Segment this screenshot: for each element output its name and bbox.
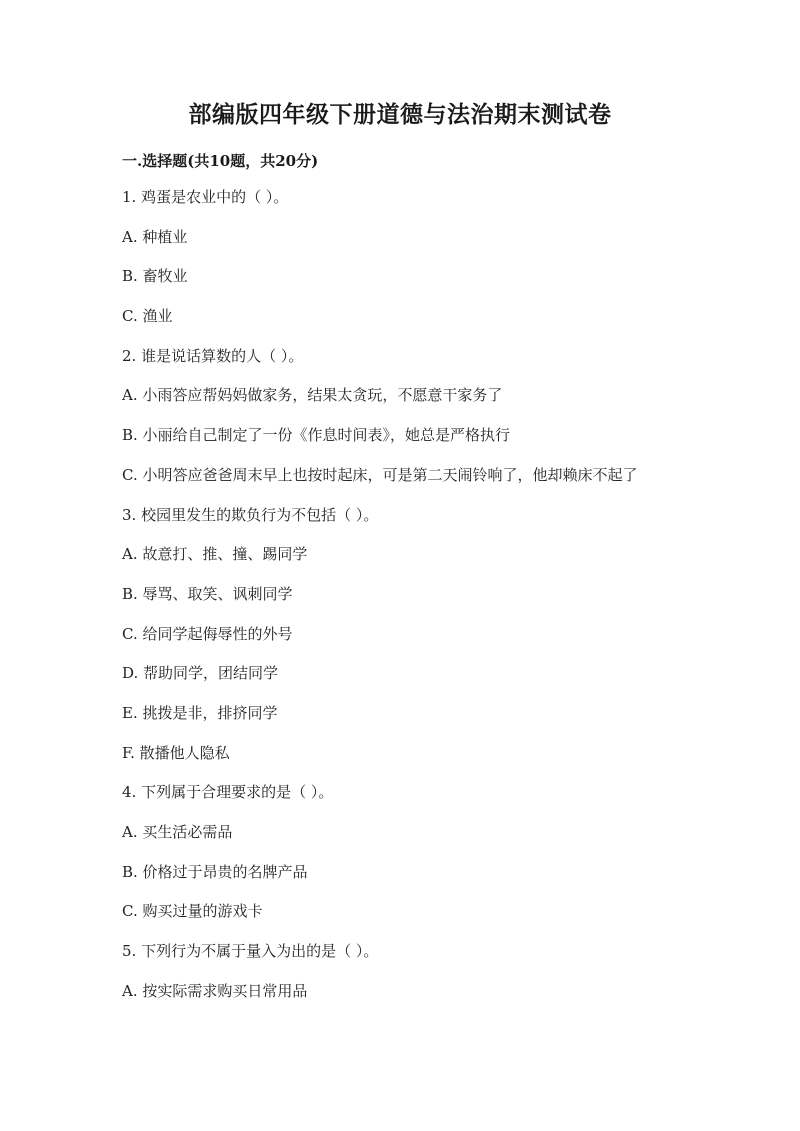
question-3-option-d: D. 帮助同学，团结同学 [122, 664, 279, 683]
question-5-stem: 5. 下列行为不属于量入为出的是（ ）。 [122, 942, 379, 961]
question-3-option-c: C. 给同学起侮辱性的外号 [122, 624, 293, 643]
question-1-option-c: C. 渔业 [122, 307, 173, 326]
question-1-option-a: A. 种植业 [122, 227, 188, 246]
question-list [122, 186, 742, 1019]
section-heading: 一.选择题(共10题，共20分) [122, 152, 319, 170]
question-3-option-b: B. 辱骂、取笑、讽刺同学 [122, 584, 293, 603]
question-3-option-f: F. 散播他人隐私 [122, 743, 230, 762]
question-1-option-b: B. 畜牧业 [122, 267, 188, 286]
question-3-option-e: E. 挑拨是非，排挤同学 [122, 703, 278, 722]
question-4-option-c: C. 购买过量的游戏卡 [122, 902, 263, 921]
question-4-stem: 4. 下列属于合理要求的是（ ）。 [122, 783, 334, 802]
question-2-option-c: C. 小明答应爸爸周末早上也按时起床，可是第二天闹铃响了，他却赖床不起了 [122, 465, 638, 484]
question-3-option-a: A. 故意打、推、撞、踢同学 [122, 545, 308, 564]
question-2-option-b: B. 小丽给自己制定了一份《作息时间表》，她总是严格执行 [122, 426, 511, 445]
question-1-stem: 1. 鸡蛋是农业中的（ ）。 [122, 188, 289, 206]
question-2-option-a: A. 小雨答应帮妈妈做家务，结果太贪玩，不愿意干家务了 [122, 386, 503, 405]
question-4-option-b: B. 价格过于昂贵的名牌产品 [122, 862, 308, 881]
question-4-option-a: A. 买生活必需品 [122, 823, 233, 841]
question-3-stem: 3. 校园里发生的欺负行为不包括（ ）。 [122, 505, 379, 524]
question-2-stem: 2. 谁是说话算数的人（ ）。 [122, 346, 304, 365]
document-title: 部编版四年级下册道德与法治期末测试卷 [188, 101, 612, 128]
question-5-option-a: A. 按实际需求购买日常用品 [122, 981, 308, 1000]
